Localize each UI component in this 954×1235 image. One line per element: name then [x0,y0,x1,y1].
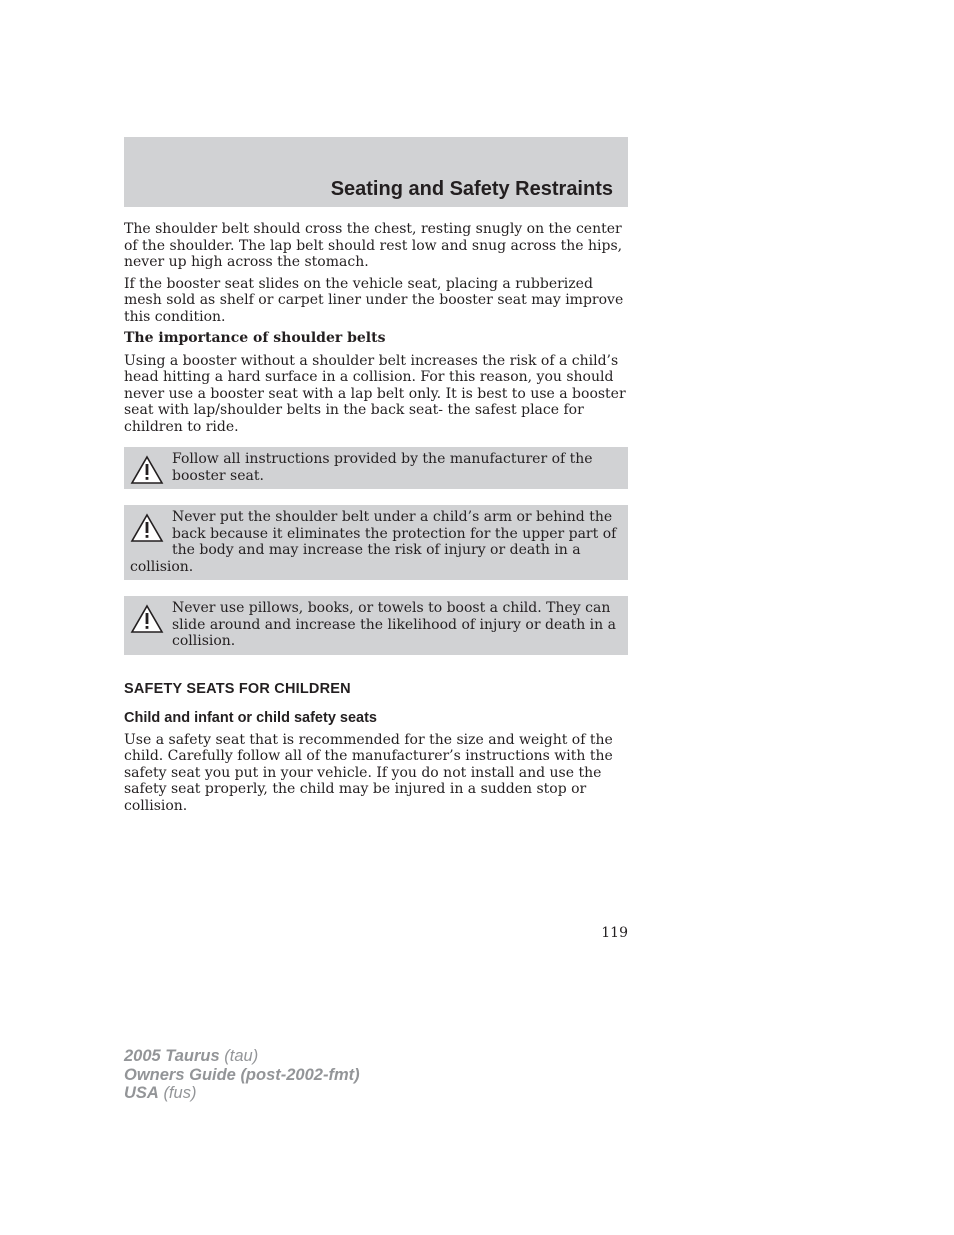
section-header-band [124,137,628,207]
subheading-child-infant-seats: Child and infant or child safety seats [124,709,377,726]
warning-triangle-icon [130,455,164,485]
section-heading-safety-seats: SAFETY SEATS FOR CHILDREN [124,680,351,697]
footer-model-code: (tau) [224,1047,259,1065]
footer-line-model [124,1047,360,1066]
footer-market: USA [124,1084,159,1102]
footer-line-guide [124,1066,360,1085]
section-title: Seating and Safety Restraints [330,178,613,200]
footer-market-code: (fus) [163,1084,197,1102]
paragraph-use-safety-seat: Use a safety seat that is recommended for the size and weight of the child. Carefully follow all of the manufacturer’s instructions with the safety seat you put in your vehicle. If you do not install and use the safety seat properly, the child may be injured in a sudden stop or collision. [124,731,613,814]
footer-line-market [124,1084,360,1103]
subheading-importance-shoulder-belts: The importance of shoulder belts [124,330,386,346]
document-footer [124,1047,360,1103]
warning-box-shoulder-belt-placement [124,505,628,580]
footer-guide: Owners Guide (post-2002-fmt) [124,1065,360,1084]
warning-triangle-icon [130,604,164,634]
warning-triangle-icon [130,513,164,543]
warning-text: Never use pillows, books, or towels to boost a child. They can slide around and increase the likelihood of injury or death in a collision. [172,600,616,649]
warning-text: Follow all instructions provided by the manufacturer of the booster seat. [172,451,593,484]
page-content [124,221,630,819]
page-number: 119 [601,925,628,941]
paragraph-shoulder-belt: The shoulder belt should cross the chest, resting snugly on the center of the shoulder. The lap belt should rest low and snug across the hips, never up high across the stomach. [124,221,623,270]
warning-box-follow-instructions [124,447,628,489]
paragraph-booster-slides: If the booster seat slides on the vehicle seat, placing a rubberized mesh sold as shelf or carpet liner under the booster seat may improve this condition. [124,275,624,325]
warning-box-no-pillows [124,596,628,655]
footer-model: 2005 Taurus [124,1047,220,1065]
warning-text: Never put the shoulder belt under a child’s arm or behind the back because it eliminates the protection for the upper part of the body and may increase the risk of injury or death in a collision. [130,509,617,575]
paragraph-booster-without-shoulder-belt: Using a booster without a shoulder belt increases the risk of a child’s head hitting a hard surface in a collision. For this reason, you should never use a booster seat with a lap belt only. It is best to use a booster seat with lap/shoulder belts in the back seat- the safest place for children to ride. [124,352,626,435]
